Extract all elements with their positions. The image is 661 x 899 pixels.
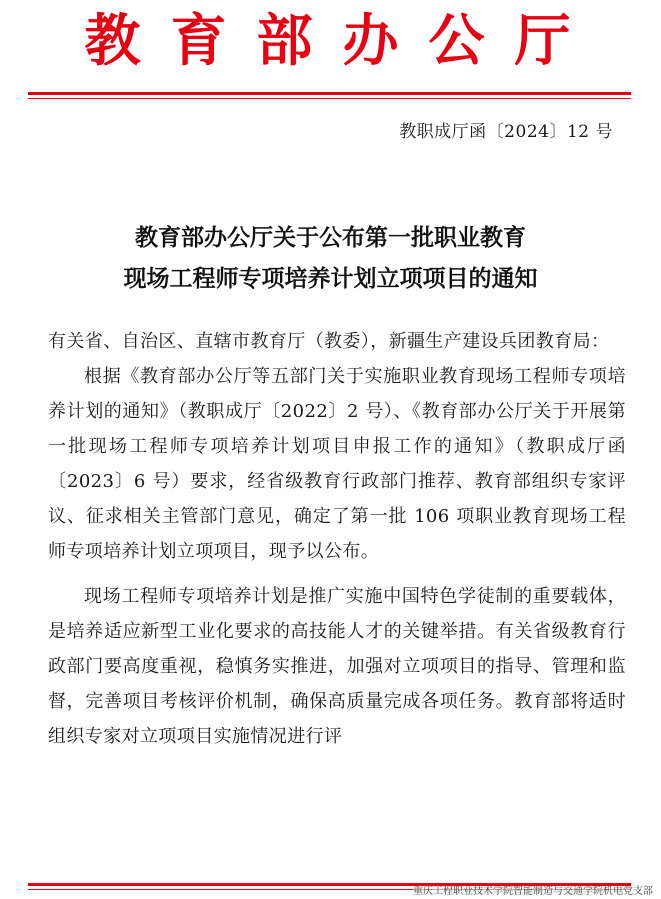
masthead-rule-thin	[28, 98, 631, 99]
watermark-text: 重庆工程职业技术学院智能制造与交通学院机电党支部	[413, 886, 653, 897]
masthead-rule-thick	[28, 92, 631, 95]
body-paragraph: 现场工程师专项培养计划是推广实施中国特色学徒制的重要载体，是培养适应新型工业化要求的高技能人才的关键举措。有关省级教育行政部门要高度重视，稳慎务实推进，加强对立项项目的指导、管理和监督，完善项目考核评价机制，确保高质量完成各项任务。教育部将适时组织专家对立项项目实施情况进行评	[48, 586, 626, 747]
document-masthead: 教育部办公厅	[84, 8, 601, 74]
body-paragraph: 根据《教育部办公厅等五部门关于实施职业教育现场工程师专项培养计划的通知》（教职成厅〔2022〕2 号）、《教育部办公厅关于开展第一批现场工程师专项培养计划项目申报工作的通知》（教职成厅函〔2023〕6 号）要求，经省级教育行政部门推荐、教育部组织专家评议、征求相关主管部门意见，确定了第一批 106 项职业教育现场工程师专项培养计划立项项目，现予以公布。	[48, 366, 626, 562]
document-number: 教职成厅函〔2024〕12 号	[399, 122, 613, 142]
document-body	[48, 324, 626, 754]
title-line-2: 现场工程师专项培养计划立项项目的通知	[123, 266, 538, 292]
title-line-1: 教育部办公厅关于公布第一批职业教育	[135, 225, 526, 251]
salutation: 有关省、自治区、直辖市教育厅（教委），新疆生产建设兵团教育局：	[48, 331, 610, 352]
document-title	[0, 218, 661, 300]
